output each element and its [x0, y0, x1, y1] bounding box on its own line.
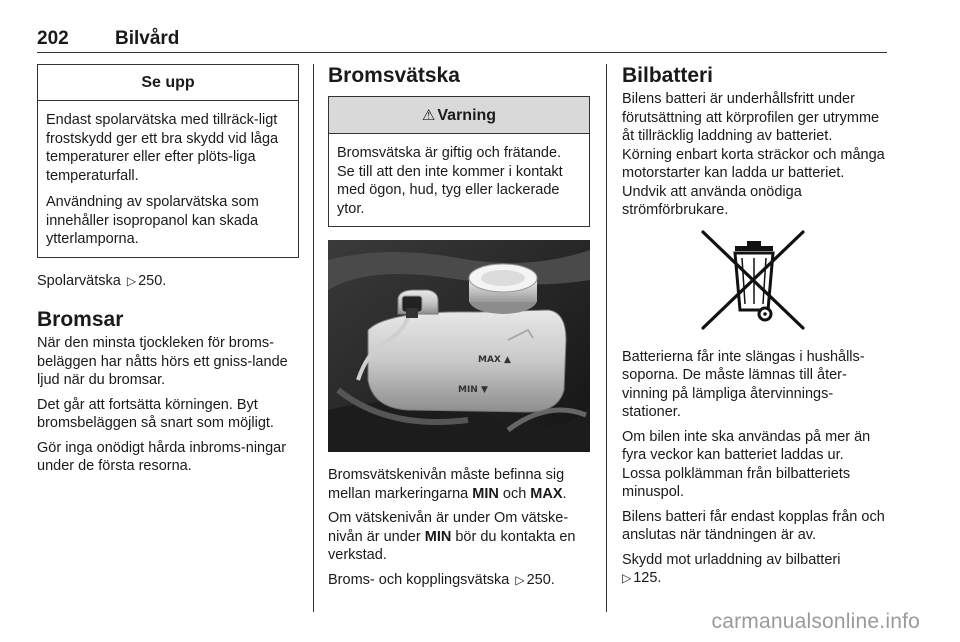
page-ref-arrow-icon: ▷ — [515, 572, 525, 587]
fluid-level-paragraph — [328, 466, 590, 503]
brakes-heading: Bromsar — [37, 308, 124, 331]
battery-paragraph: Batterierna får inte slängas i hushålls-soporna. De måste lämnas till åter-vinning på lämpliga återvinnings-stationer. — [622, 348, 865, 420]
caution-body — [38, 101, 298, 257]
page-ref-arrow-icon: ▷ — [126, 273, 137, 288]
max-mark-label: MAX ▲ — [478, 355, 511, 365]
warning-title: Varning — [437, 107, 497, 124]
min-mark-label: MIN ▼ — [458, 385, 488, 395]
column-divider — [606, 64, 607, 612]
min-label: MIN — [472, 485, 499, 502]
ref-page: 250. — [526, 571, 555, 588]
reservoir-illustration — [328, 240, 590, 452]
text-span: Om vätskenivån är under Om vätske-nivån är under — [328, 510, 569, 545]
column-divider — [313, 64, 314, 612]
text-span: Bromsvätskenivån måste befinna sig mellan markeringarna — [328, 467, 565, 502]
caution-paragraph: Endast spolarvätska med tillräck-ligt frostskydd ger ett bra skydd vid låga temperaturer eller efter plöts-liga temperaturfall. — [46, 112, 279, 184]
discharge-protection-ref[interactable] — [622, 551, 886, 588]
battery-heading: Bilbatteri — [622, 64, 714, 87]
washer-fluid-ref[interactable] — [37, 272, 299, 291]
page-number: 202 — [37, 28, 69, 49]
brake-clutch-fluid-ref[interactable] — [328, 571, 590, 590]
text-span: . — [562, 485, 567, 502]
ref-page: 125. — [633, 570, 662, 586]
warning-box — [328, 96, 590, 227]
ref-text: Spolarvätska — [37, 272, 121, 289]
brake-fluid-text — [328, 466, 590, 589]
brake-fluid-heading: Bromsvätska — [328, 64, 460, 87]
min-label: MIN — [424, 528, 452, 545]
battery-intro: Bilens batteri är underhållsfritt under förutsättning att körprofilen ger utrymme åt tillräcklig laddning av batteriet. Körning enbart korta sträckor och många motorstarter kan ladda ur batteriet. Undvik att använda onödiga strömförbrukare. — [622, 91, 885, 218]
warning-title-row — [329, 97, 589, 134]
column-right — [622, 64, 886, 594]
column-middle — [328, 64, 590, 595]
battery-paragraph: Om bilen inte ska användas på mer än fyra veckor kan batteriet laddas ur. Lossa polklämman från bilbatteriets minuspol. — [622, 428, 871, 500]
caution-box — [37, 64, 299, 258]
column-left — [37, 64, 299, 482]
ref-text: Broms- och kopplingsvätska — [328, 571, 510, 588]
caution-title: Se upp — [38, 65, 298, 101]
section-title: Bilvård — [115, 28, 180, 49]
page-header — [37, 26, 887, 53]
watermark: carmanualsonline.info — [711, 610, 920, 633]
caution-paragraph: Användning av spolarvätska som innehåller isopropanol kan skada ytterlamporna. — [46, 194, 259, 247]
max-label: MAX — [530, 485, 563, 502]
brake-fluid-reservoir-photo — [328, 240, 590, 452]
text-span: och — [498, 485, 531, 502]
ref-page: 250. — [138, 272, 167, 289]
text-span: bör du kontakta en verkstad. — [328, 528, 576, 563]
crossed-out-wheelie-bin-icon — [699, 228, 809, 332]
warning-triangle-icon: ⚠ — [421, 107, 436, 124]
brakes-paragraph: När den minsta tjockleken för broms-beläggen har nåtts hörs ett gniss-lande ljud när du bromsar. — [37, 335, 288, 388]
battery-text — [622, 348, 886, 588]
page-ref-arrow-icon: ▷ — [622, 571, 632, 585]
warning-body: Bromsvätska är giftig och frätande. Se till att den inte kommer i kontakt med ögon, hud, tyg eller lackerade ytor. — [337, 145, 563, 217]
workshop-paragraph — [328, 509, 590, 565]
crossed-bin-icon-wrap — [622, 228, 886, 348]
ref-text: Skydd mot urladdning av bilbatteri — [622, 551, 841, 568]
brakes-text — [37, 334, 299, 476]
brakes-paragraph: Gör inga onödigt hårda inbroms-ningar under de första resorna. — [37, 439, 287, 474]
brakes-paragraph: Det går att fortsätta körningen. Byt bromsbeläggen så snart som möjligt. — [37, 396, 274, 431]
battery-paragraph: Bilens batteri får endast kopplas från och anslutas när tändningen är av. — [622, 508, 885, 543]
